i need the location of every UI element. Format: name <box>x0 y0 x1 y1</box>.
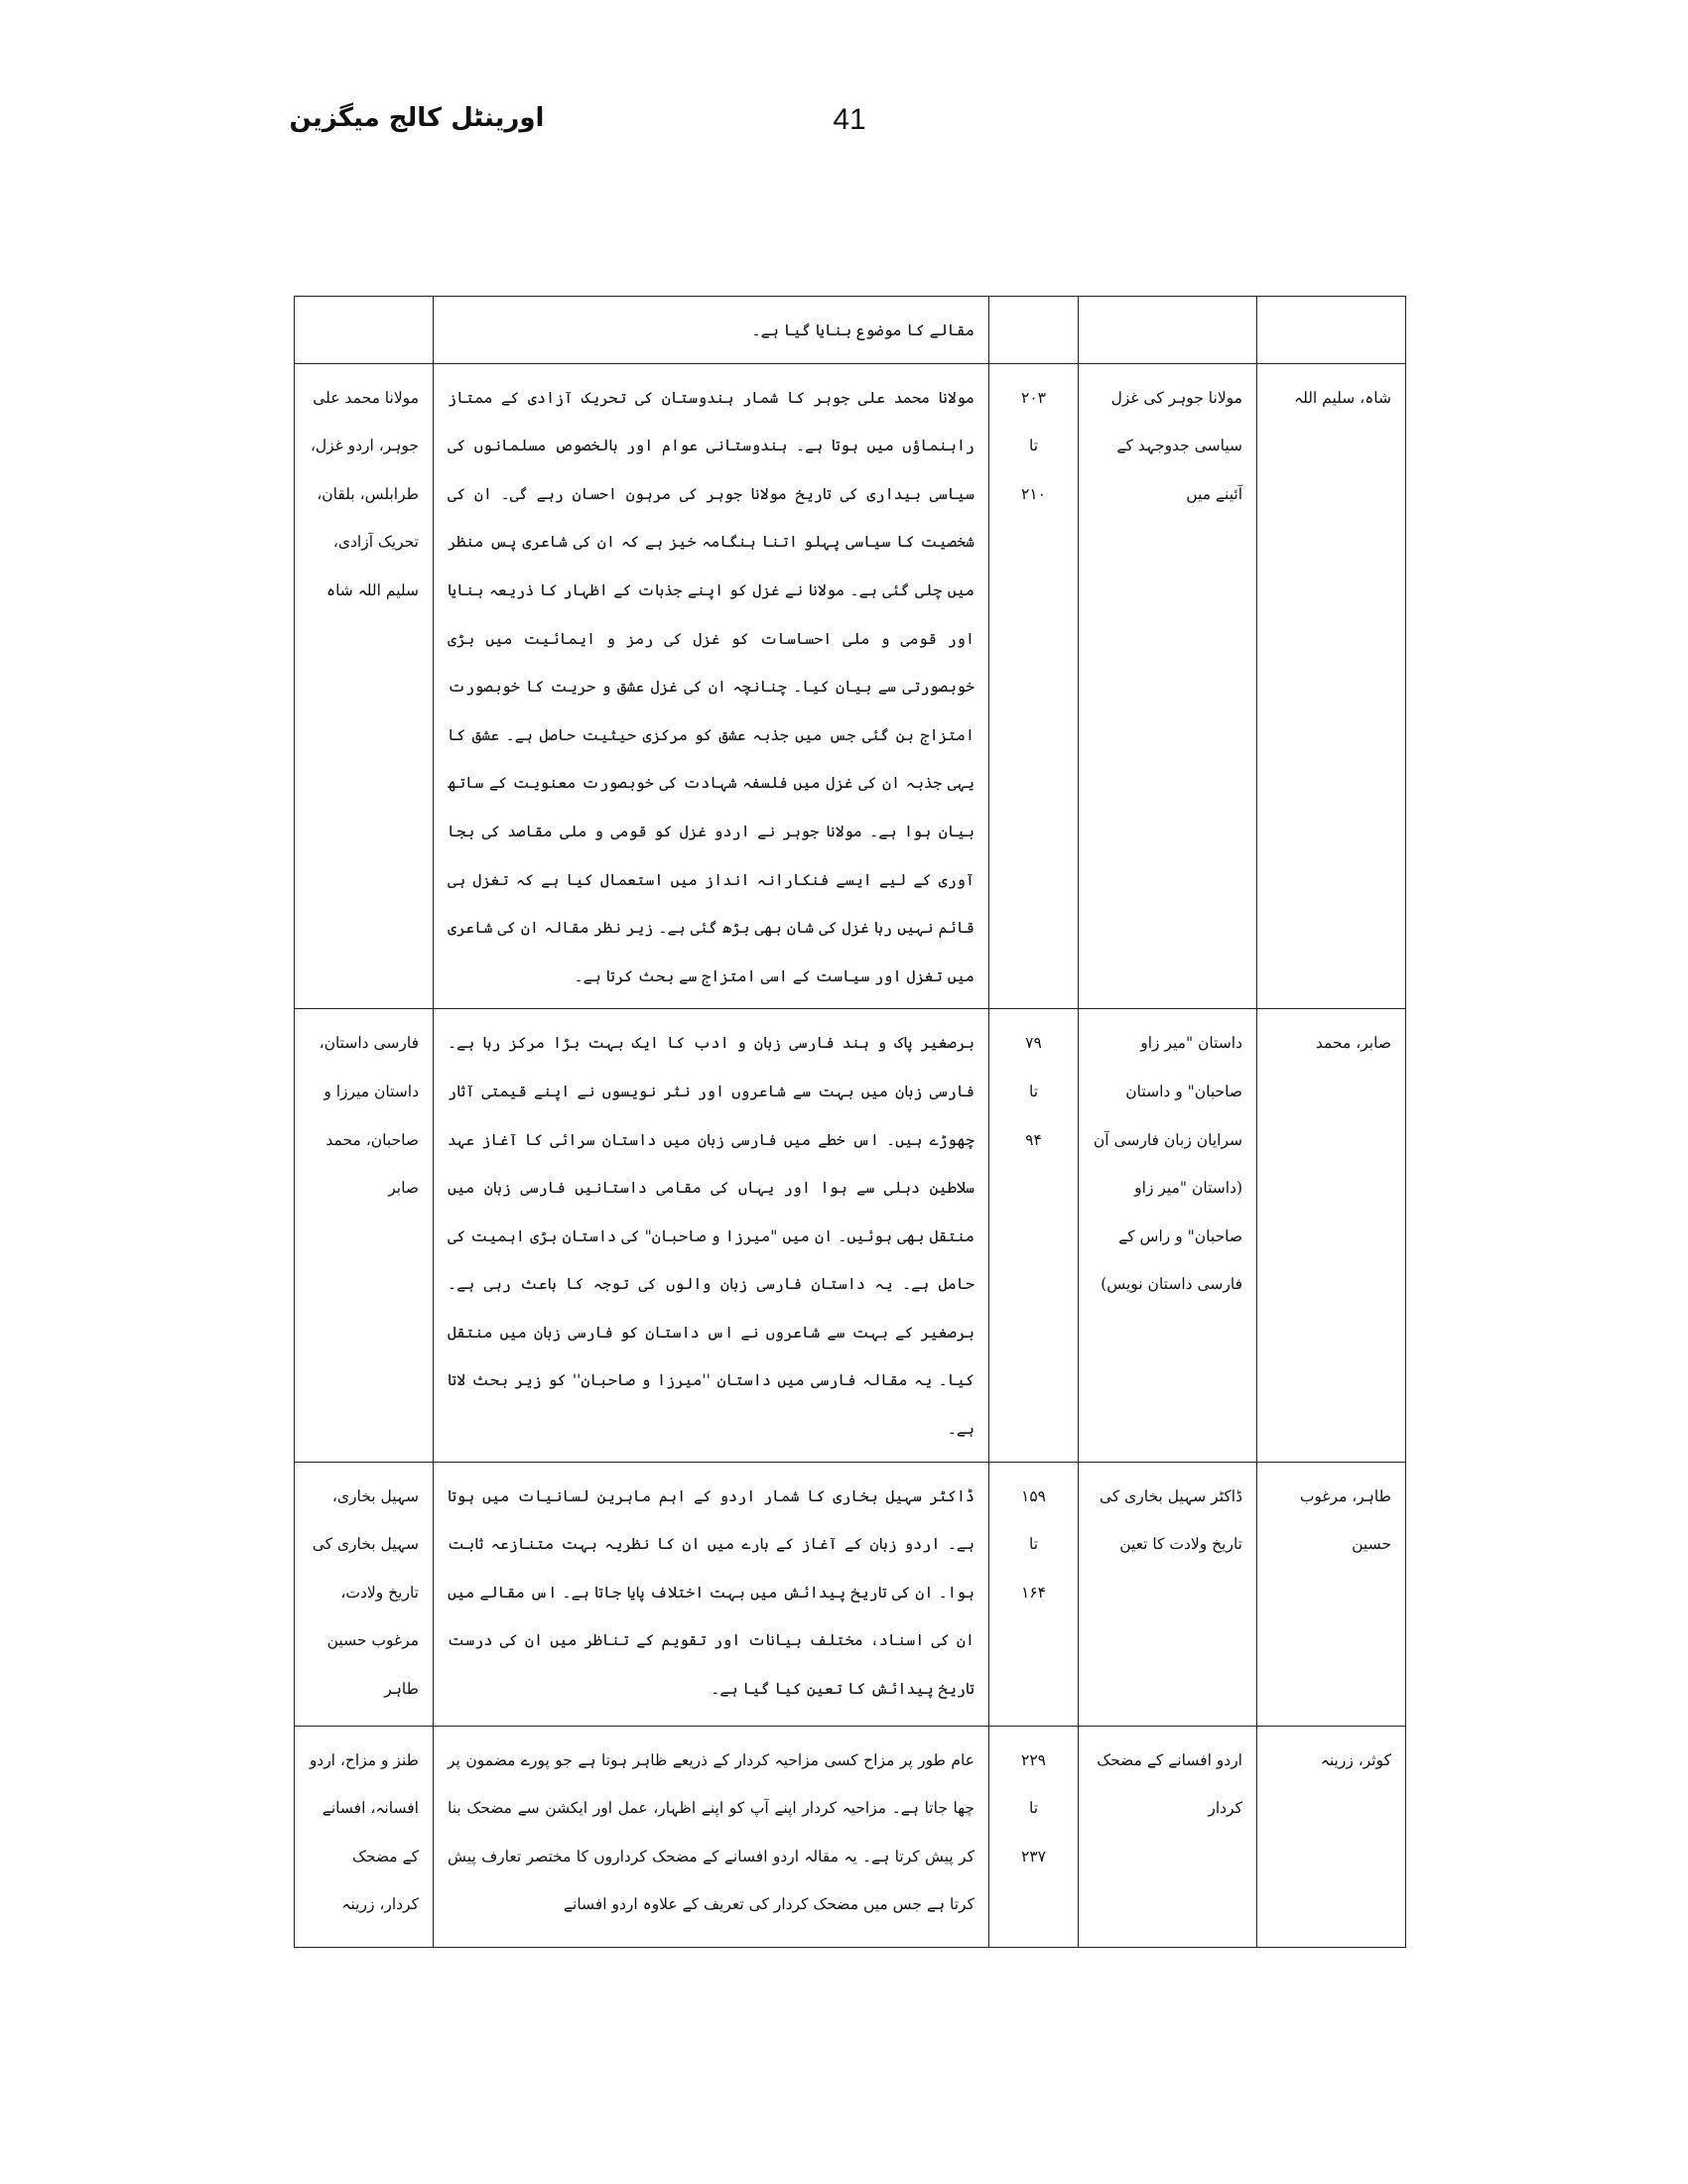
page-end: ۹۴ <box>1025 1130 1042 1149</box>
page-start: ۱۵۹ <box>1021 1486 1046 1505</box>
pages-cell <box>989 1462 1079 1726</box>
keywords-cell: فارسی داستان، داستان میرزا و صاحبان، محمد صابر <box>295 1009 434 1462</box>
table-row <box>295 1726 1406 1947</box>
page-start: ۲۲۹ <box>1021 1750 1046 1769</box>
keywords-cell: مولانا محمد علی جوہر، اردو غزل، طرابلس، بلقان، تحریک آزادی، سلیم اللہ شاہ <box>295 363 434 1009</box>
abstract-cell: ڈاکٹر سہیل بخاری کا شمار اردو کے اہم ماہرین لسانیات میں ہوتا ہے۔ اردو زبان کے آغاز کے بارے میں ان کا نظریہ بہت متنازعہ ثابت ہوا۔ ان کی تاریخ پیدائش میں بہت اختلاف پایا جاتا ہے۔ اس مقالے میں ان کی اسناد، مختلف بیانات اور تقویم کے تناظر میں ان کی درست تاریخ پیدائش کا تعین کیا گیا ہے۔ <box>434 1462 989 1726</box>
title-cell: اردو افسانے کے مضحک کردار <box>1079 1726 1257 1947</box>
pages-cell <box>989 363 1079 1009</box>
author-cell: شاہ، سلیم اللہ <box>1257 363 1406 1009</box>
keywords-cell: طنز و مزاح، اردو افسانہ، افسانے کے مضحک کردار، زرینہ <box>295 1726 434 1947</box>
abstract-cell: عام طور پر مزاح کسی مزاحیہ کردار کے ذریعے ظاہر ہوتا ہے جو پورے مضمون پر چھا جاتا ہے۔ مزاحیہ کردار اپنے آپ کو اپنے اظہار، عمل اور ایکشن سے مضحک بنا کر پیش کرتا ہے۔ یہ مقالہ اردو افسانے کے مضحک کرداروں کا مختصر تعارف پیش کرتا ہے جس میں مضحک کردار کی تعریف کے علاوہ اردو افسانے <box>434 1726 989 1947</box>
pages-cell <box>989 297 1079 364</box>
page-start: ۷۹ <box>1025 1034 1042 1053</box>
table-row <box>295 1462 1406 1726</box>
pages-cell <box>989 1009 1079 1462</box>
title-cell: مولانا جوہر کی غزل سیاسی جدوجہد کے آئینے میں <box>1079 363 1257 1009</box>
keywords-cell: سہیل بخاری، سہیل بخاری کی تاریخ ولادت، مرغوب حسین طاہر <box>295 1462 434 1726</box>
page-range-separator: تا <box>1028 437 1039 455</box>
pages-cell <box>989 1726 1079 1947</box>
page-start: ۲۰۳ <box>1021 388 1046 407</box>
author-cell: کوثر، زرینہ <box>1257 1726 1406 1947</box>
abstract-cell: مقالے کا موضوع بنایا گیا ہے۔ <box>434 297 989 364</box>
page-end: ۲۱۰ <box>1021 484 1046 503</box>
page-range-separator: تا <box>1028 1535 1039 1554</box>
page-number: 41 <box>833 103 866 136</box>
abstract-cell: برصغیر پاک و ہند فارسی زبان و ادب کا ایک بہت بڑا مرکز رہا ہے۔ فارسی زبان میں بہت سے شاعروں اور نثر نویسوں نے اپنے قیمتی آثار چھوڑے ہیں۔ اس خطے میں فارسی زبان میں داستان سرائی کا آغاز عہد سلاطین دہلی سے ہوا اور یہاں کی مقامی داستانیں فارسی زبان میں منتقل بھی ہوئیں۔ ان میں "میرزا و صاحبان" کی داستان بڑی اہمیت کی حامل ہے۔ یہ داستان فارسی زبان والوں کی توجہ کا باعث رہی ہے۔ برصغیر کے بہت سے شاعروں نے اس داستان کو فارسی زبان میں منتقل کیا۔ یہ مقالہ فارسی میں داستان ''میرزا و صاحبان'' کو زیر بحث لاتا ہے۔ <box>434 1009 989 1462</box>
page-end: ۲۳۷ <box>1021 1847 1046 1865</box>
keywords-cell <box>295 297 434 364</box>
author-cell: طاہر، مرغوب حسین <box>1257 1462 1406 1726</box>
title-cell: ڈاکٹر سہیل بخاری کی تاریخ ولادت کا تعین <box>1079 1462 1257 1726</box>
author-cell <box>1257 297 1406 364</box>
title-cell: داستان "میر زاو صاحبان" و داستان سرایان زبان فارسی آن (داستان "میر زاو صاحبان" و راس کے فارسی داستان نویس) <box>1079 1009 1257 1462</box>
table-row <box>295 297 1406 364</box>
journal-title: اورینٹل کالج میگزین <box>289 103 545 133</box>
page-range-separator: تا <box>1028 1799 1039 1818</box>
page-end: ۱۶۴ <box>1021 1583 1046 1602</box>
page-range-separator: تا <box>1028 1082 1039 1100</box>
abstract-cell: مولانا محمد علی جوہر کا شمار ہندوستان کی تحریک آزادی کے ممتاز راہنماؤں میں ہوتا ہے۔ ہندوستانی عوام اور بالخصوص مسلمانوں کی سیاسی بیداری کی تاریخ مولانا جوہر کی مرہون احسان رہے گی۔ ان کی شخصیت کا سیاسی پہلو اتنا ہنگامہ خیز ہے کہ ان کی شاعری پس منظر میں چلی گئی ہے۔ مولانا نے غزل کو اپنے جذبات کے اظہار کا ذریعہ بنایا اور قومی و ملی احساسات کو غزل کی رمز و ایمائیت میں بڑی خوبصورتی سے بیان کیا۔ چنانچہ ان کی غزل عشق و حریت کا خوبصورت امتزاج بن گئی جس میں جذبہ عشق کو مرکزی حیثیت حاصل ہے۔ عشق کا یہی جذبہ ان کی غزل میں فلسفہ شہادت کی خوبصورت معنویت کے ساتھ بیان ہوا ہے۔ مولانا جوہر نے اردو غزل کو قومی و ملی مقاصد کی بجا آوری کے لیے ایسے فنکارانہ انداز میں استعمال کیا ہے کہ تغزل ہی قائم نہیں رہا غزل کی شان بھی بڑھ گئی ہے۔ زیر نظر مقالہ ان کی شاعری میں تغزل اور سیاست کے اسی امتزاج سے بحث کرتا ہے۔ <box>434 363 989 1009</box>
table-row <box>295 363 1406 1009</box>
title-cell <box>1079 297 1257 364</box>
table-row <box>295 1009 1406 1462</box>
author-cell: صابر، محمد <box>1257 1009 1406 1462</box>
article-index-table <box>294 296 1406 1948</box>
